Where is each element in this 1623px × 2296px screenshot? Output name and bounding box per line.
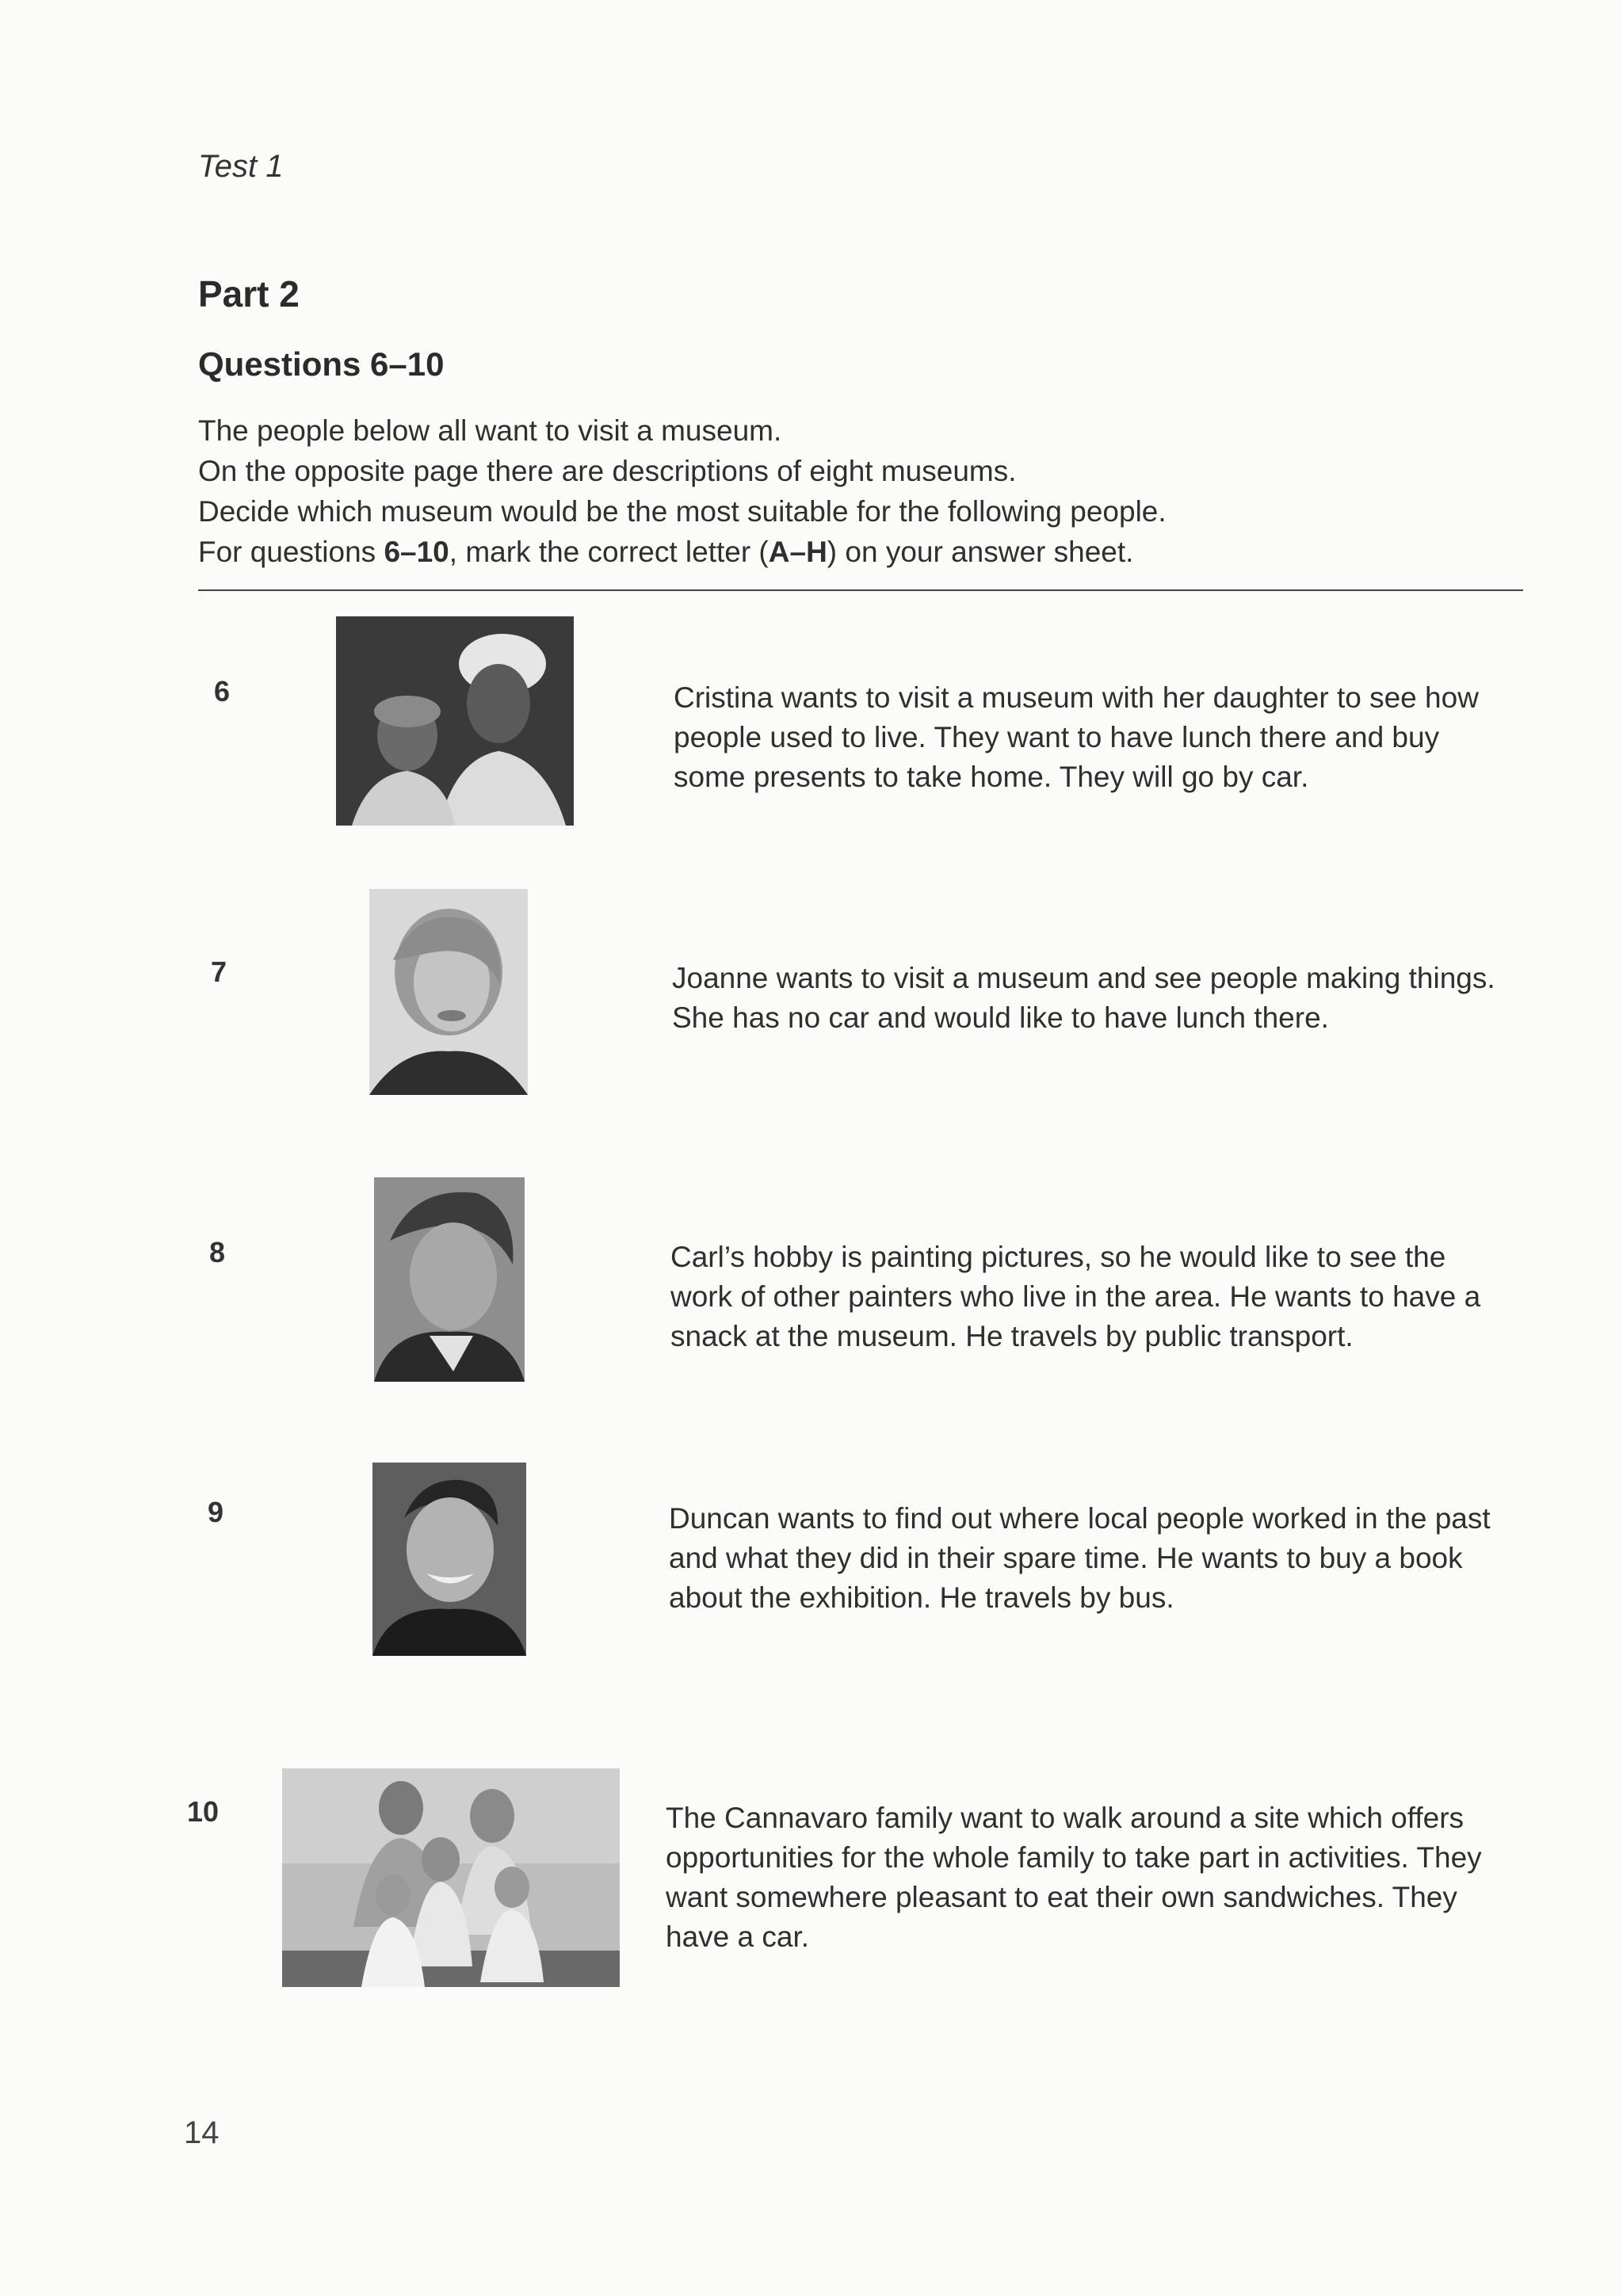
- instruction-line: The people below all want to visit a museum.: [198, 414, 782, 447]
- instructions: [198, 410, 1506, 572]
- page-number: 14: [184, 2115, 220, 2150]
- part-title: Part 2: [198, 273, 300, 315]
- instruction-line: Decide which museum would be the most suitable for the following people.: [198, 495, 1167, 528]
- instruction-line: On the opposite page there are descriptions of eight museums.: [198, 455, 1017, 487]
- instruction-line: [198, 532, 1506, 572]
- question-description: Carl’s hobby is painting pictures, so he would like to see the work of other painters who live in the area. He wants to have a snack at the museum. He travels by public transport.: [670, 1241, 1481, 1352]
- question-number: 10: [187, 1795, 220, 1828]
- letter-range: A–H: [768, 536, 827, 568]
- mother-daughter-photo-icon: [336, 616, 574, 826]
- man-portrait-photo-icon: [374, 1177, 525, 1382]
- running-head: Test 1: [198, 149, 284, 184]
- question-description: The Cannavaro family want to walk around a site which offers opportunities for the whole family to take part in activities. They want somewhere pleasant to eat their own sandwiches. They have a car.: [666, 1802, 1482, 1953]
- instruction-text: , mark the correct letter (: [449, 536, 769, 568]
- question-number: 6: [214, 675, 231, 707]
- question-number: 9: [208, 1496, 224, 1528]
- woman-portrait-photo-icon: [369, 889, 528, 1095]
- questions-title: Questions 6–10: [198, 345, 445, 383]
- question-number: 8: [209, 1236, 226, 1268]
- question-description: Cristina wants to visit a museum with her daughter to see how people used to live. They want to have lunch there and buy some presents to take home. They will go by car.: [674, 681, 1479, 793]
- divider-rule: [198, 589, 1523, 591]
- question-description: Joanne wants to visit a museum and see people making things. She has no car and would like to have lunch there.: [672, 962, 1495, 1034]
- question-range: 6–10: [384, 536, 449, 568]
- instruction-text: ) on your answer sheet.: [827, 536, 1134, 568]
- family-photo-icon: [282, 1768, 620, 1987]
- smiling-man-photo-icon: [372, 1463, 526, 1656]
- instruction-text: For questions: [198, 536, 384, 568]
- question-number: 7: [211, 955, 227, 988]
- question-description: Duncan wants to find out where local people worked in the past and what they did in their spare time. He wants to buy a book about the exhibition. He travels by bus.: [669, 1502, 1491, 1614]
